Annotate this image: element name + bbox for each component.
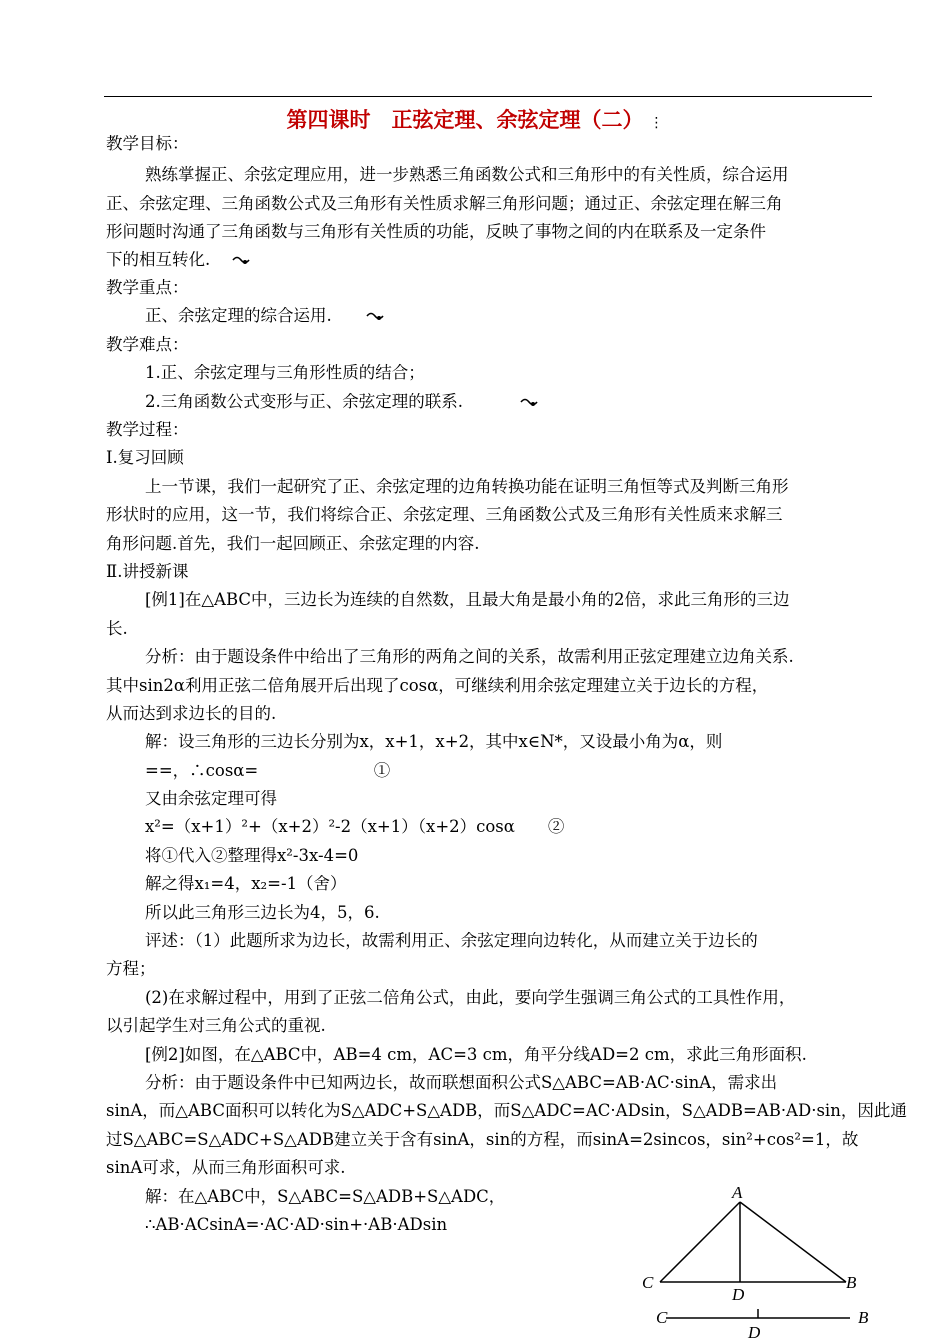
text-line: Ⅰ.复习回顾 [106, 448, 184, 467]
text-line: 其中sin2α利用正弦二倍角展开后出现了cosα，可继续利用余弦定理建立关于边长的方程， [106, 676, 769, 695]
text-line: 教学难点： [106, 335, 189, 354]
text-line: 解：设三角形的三边长分别为x，x+1，x+2，其中x∈N*，又设最小角为α，则 [145, 732, 723, 751]
ornament-icon [366, 310, 384, 326]
triangle-figure [636, 1182, 876, 1342]
text-line: (2)在求解过程中，用到了正弦二倍角公式，由此，要向学生强调三角公式的工具性作用， [145, 988, 796, 1007]
text-line: 分析：由于题设条件中已知两边长，故而联想面积公式S△ABC=AB·AC·sinA，需求出 [145, 1073, 778, 1092]
title-text: 第四课时 正弦定理、余弦定理（二） [286, 108, 644, 132]
vertex-label-a: A [732, 1183, 743, 1202]
text-line: 解：在△ABC中，S△ABC=S△ADB+S△ADC， [145, 1187, 506, 1206]
title-marker: ⋮ [649, 115, 664, 131]
text-line: 教学过程： [106, 420, 189, 439]
point-label-c: C [656, 1308, 668, 1327]
text-line: x²=（x+1）²+（x+2）²-2（x+1）（x+2）cosα ② [145, 817, 565, 836]
text-line: 上一节课，我们一起研究了正、余弦定理的边角转换功能在证明三角恒等式及判断三角形 [145, 477, 789, 496]
text-line: Ⅱ.讲授新课 [106, 562, 189, 581]
text-line: 方程； [106, 959, 156, 978]
text-line: 熟练掌握正、余弦定理应用，进一步熟悉三角函数公式和三角形中的有关性质，综合运用 [145, 165, 789, 184]
text-line: 将①代入②整理得x²-3x-4=0 [145, 846, 359, 865]
text-line: 分析：由于题设条件中给出了三角形的两角之间的关系，故需利用正弦定理建立边角关系. [145, 647, 794, 666]
point-label-b: B [858, 1308, 869, 1327]
header-rule [104, 96, 872, 97]
text-line: 教学目标： [106, 134, 189, 153]
text-line: 从而达到求边长的目的. [106, 704, 277, 723]
text-line: 形状时的应用，这一节，我们将综合正、余弦定理、三角函数公式及三角形有关性质来求解三 [106, 505, 783, 524]
side-AB [740, 1202, 846, 1282]
text-line: 正、余弦定理、三角函数公式及三角形有关性质求解三角形问题；通过正、余弦定理在解三角 [106, 194, 783, 213]
vertex-label-b: B [846, 1273, 857, 1292]
text-line: ==，∴cosα= ① [145, 761, 391, 780]
text-line: 教学重点： [106, 278, 189, 297]
text-line: 1.正、余弦定理与三角形性质的结合； [145, 363, 425, 382]
text-line: 过S△ABC=S△ADC+S△ADB建立关于含有sinA，sin的方程，而sinA=2sincos，sin²+cos²=1，故 [106, 1130, 859, 1149]
side-AC [660, 1202, 740, 1282]
text-line: sinA可求，从而三角形面积可求. [106, 1158, 346, 1177]
text-line: 形问题时沟通了三角函数与三角形有关性质的功能，反映了事物之间的内在联系及一定条件 [106, 222, 766, 241]
text-line: 角形问题.首先，我们一起回顾正、余弦定理的内容. [106, 534, 480, 553]
text-line: 正、余弦定理的综合运用. [145, 306, 332, 325]
text-line: ∴AB·ACsinA=·AC·AD·sin+·AB·ADsin [145, 1215, 448, 1234]
text-line: 评述：（1）此题所求为边长，故需利用正、余弦定理向边转化，从而建立关于边长的 [145, 931, 758, 950]
text-line: 又由余弦定理可得 [145, 789, 277, 808]
text-line: 所以此三角形三边长为4，5，6. [145, 903, 380, 922]
text-line: [例2]如图，在△ABC中，AB=4 cm，AC=3 cm，角平分线AD=2 cm，求此三角形面积. [145, 1045, 807, 1064]
text-line: 下的相互转化. [106, 250, 211, 269]
vertex-label-c: C [642, 1273, 654, 1292]
text-line: sinA，而△ABC面积可以转化为S△ADC+S△ADB，而S△ADC=AC·ADsin，S△ADB=AB·AD·sin，因此通 [106, 1101, 907, 1120]
point-label-d: D [748, 1323, 761, 1342]
text-line: 2.三角函数公式变形与正、余弦定理的联系. [145, 392, 463, 411]
text-line: 以引起学生对三角公式的重视. [106, 1016, 326, 1035]
ornament-icon [520, 396, 538, 412]
text-line: [例1]在△ABC中，三边长为连续的自然数，且最大角是最小角的2倍，求此三角形的三边 [145, 590, 790, 609]
text-line: 解之得x₁=4，x₂=-1（舍） [145, 874, 347, 893]
text-line: 长. [106, 619, 128, 638]
vertex-label-d: D [732, 1285, 745, 1304]
ornament-icon [232, 254, 250, 270]
